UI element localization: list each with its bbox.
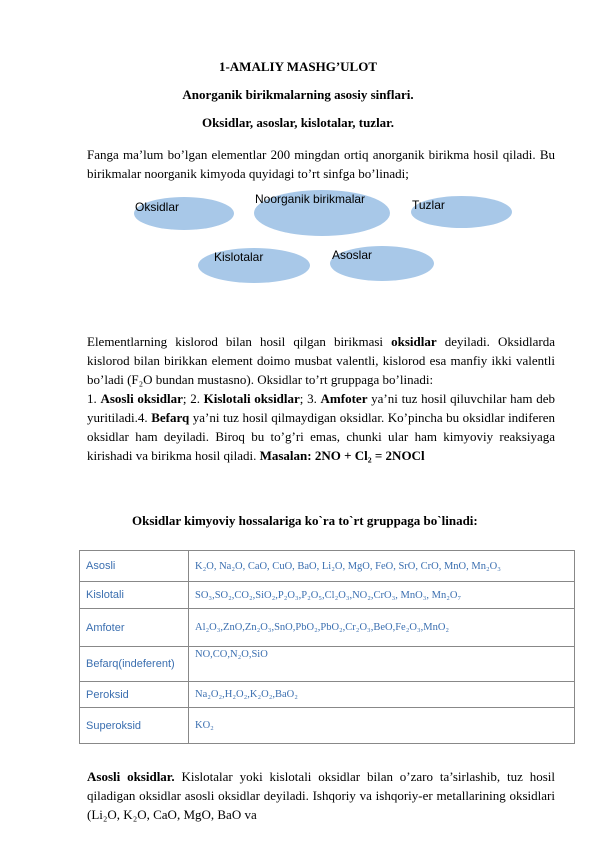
- row-key: Kislotali: [80, 582, 189, 609]
- asosli-term: Asosli oksidlar: [100, 391, 183, 406]
- kislotali-term: Kislotali oksidlar: [203, 391, 300, 406]
- row-key: Amfoter: [80, 609, 189, 647]
- intro-paragraph: Fanga ma’lum bo’lgan elementlar 200 mingdan ortiq anorganik birikma hosil qiladi. Bu birikmalar noorganik kimyoda quyidagi to’rt sinfga bo’linadi;: [87, 147, 555, 181]
- row-key: Asosli: [80, 551, 189, 582]
- oxides-num-2: ; 2.: [182, 391, 204, 406]
- example-equation: Masalan: 2NO + Cl₂ = 2NOCl: [259, 448, 425, 463]
- oxides-text-3: ya’ni tuz hosil qiluvchilar ham deb yuritiladi.4.: [87, 391, 555, 425]
- row-value: SO₃,SO₂,CO₂,SiO₂,P₂O₃,P₂O₅,Cl₂O₃,NO₂,CrO₃, MnO₃, Mn₂O₇: [189, 582, 575, 609]
- oxides-text-1: Elementlarning kislorod bilan hosil qilgan birikmasi: [87, 334, 392, 349]
- oxides-text-2: deyiladi. Oksidlarda kislorod bilan birikkan element doimo musbat valentli, kislorod esa manfiy ikki valentli bo’ladi (F₂O bundan mustasno). Oksidlar to’rt gruppaga bo’linadi:: [87, 334, 555, 387]
- row-key: Superoksid: [80, 708, 189, 744]
- subtitle-classes: Anorganik birikmalarning asosiy sinflari.: [182, 87, 414, 102]
- row-value: KO₂: [189, 708, 575, 744]
- oksidlar-label: Oksidlar: [135, 200, 180, 214]
- row-value: Na₂O₂,H₂O₂,K₂O₂,BaO₂: [189, 682, 575, 708]
- amfoter-term: Amfoter: [320, 391, 368, 406]
- row-key: Peroksid: [80, 682, 189, 708]
- oxides-paragraph: [87, 332, 555, 465]
- row-value: NO,CO,N₂O,SiO: [189, 647, 575, 682]
- row-value: K₂O, Na₂O, CaO, CuO, BaO, Li₂O, MgO, FeO, SrO, CrO, MnO, Mn₂O₃: [189, 551, 575, 582]
- row-key: Befarq(indeferent): [80, 647, 189, 682]
- basic-oxides-text: Kislotalar yoki kislotali oksidlar bilan o’zaro ta’sirlashib, tuz hosil qiladigan oksidlar asosli oksidlar deyiladi. Ishqoriy va ishqoriy-er metallarining oksidlari (Li₂O, K₂O, CaO, MgO, BaO va: [87, 769, 555, 822]
- kislotalar-label: Kislotalar: [214, 250, 264, 264]
- table-row: [80, 708, 575, 744]
- tuzlar-label: Tuzlar: [412, 198, 445, 212]
- befarq-term: Befarq: [151, 410, 190, 425]
- basic-oxides-term: Asosli oksidlar.: [87, 769, 175, 784]
- table-row: [80, 582, 575, 609]
- table-row: [80, 647, 575, 682]
- table-row: [80, 551, 575, 582]
- table-heading: Oksidlar kimyoviy hossalariga ko`ra to`rt gruppaga bo`linadi:: [132, 513, 478, 528]
- table-row: [80, 609, 575, 647]
- oxides-num-1: 1.: [87, 391, 101, 406]
- table-row: [80, 682, 575, 708]
- subtitle-groups: Oksidlar, asoslar, kislotalar, tuzlar.: [201, 115, 395, 130]
- asoslar-label: Asoslar: [332, 248, 373, 262]
- oxides-text-4: ya’ni tuz hosil qilmaydigan oksidlar. Ko’pincha bu oksidlar indiferen oksidlar ham deyiladi. Biroq bu to’g’ri emas, chunki ular ham kimyoviy reaksiyaga kirishadi va birikma hosil qiladi.: [87, 410, 555, 463]
- basic-oxides-paragraph: [87, 767, 555, 824]
- oxides-num-3: ; 3.: [299, 391, 321, 406]
- noorganik-label: Noorganik birikmalar: [255, 192, 366, 206]
- oxides-table: [79, 550, 575, 744]
- oksidlar-term: oksidlar: [391, 334, 437, 349]
- page-title: 1-AMALIY MASHG’ULOT: [218, 59, 378, 74]
- row-value: Al₂O₃,ZnO,Zn₂O₃,SnO,PbO₂,PbO₂,Cr₂O₃,BeO,Fe₂O₃,MnO₂: [189, 609, 575, 647]
